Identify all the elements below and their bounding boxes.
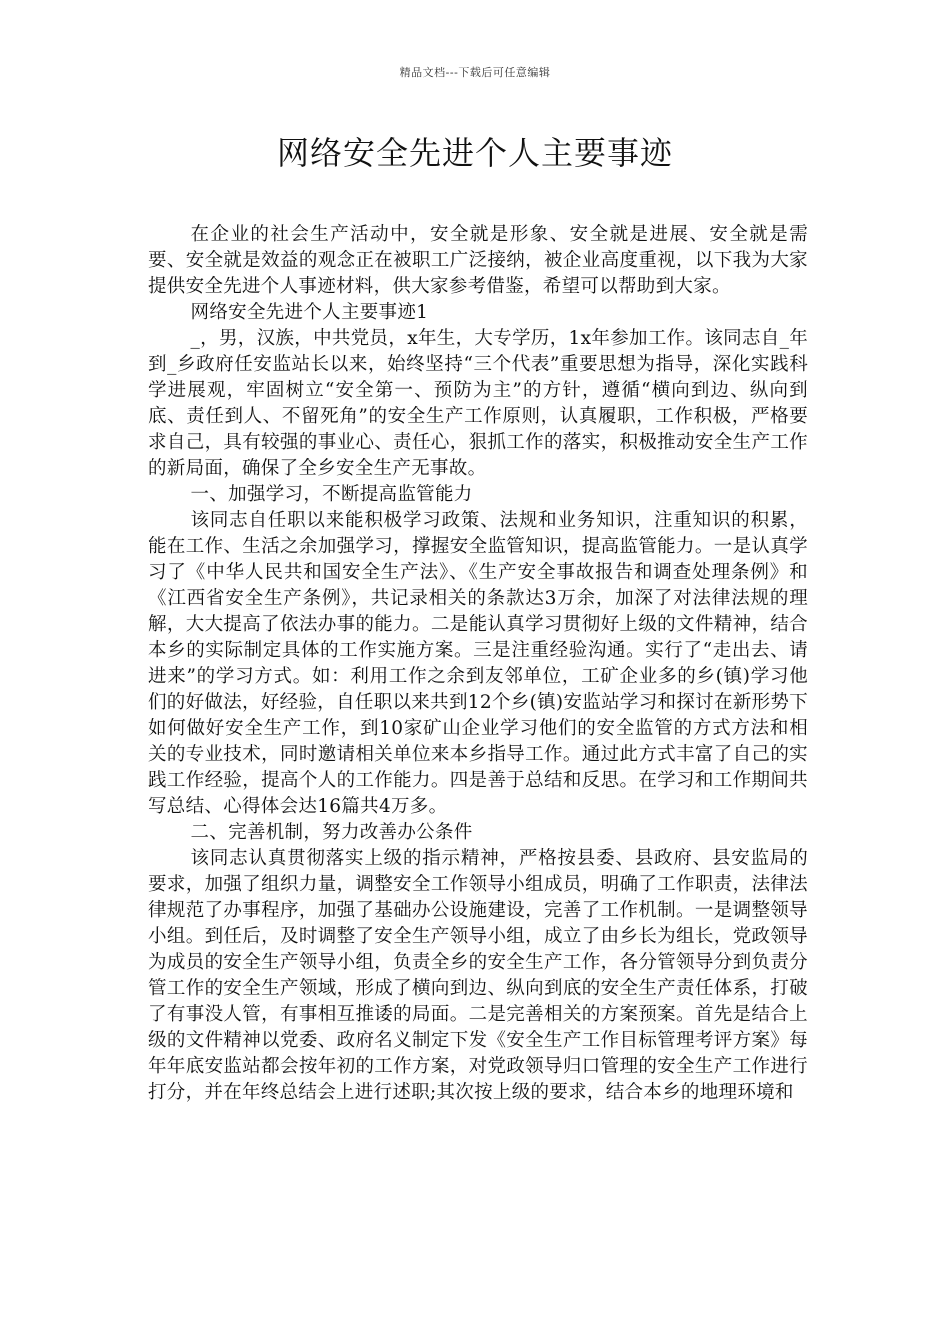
document-title: 网络安全先进个人主要事迹 xyxy=(276,134,673,172)
section-title-1: 网络安全先进个人主要事迹1 xyxy=(190,302,429,323)
document-body xyxy=(148,222,808,1312)
body-paragraph: 该同志自任职以来能积极学习政策、法规和业务知识，注重知识的积累，能在工作、生活之余加强学习，撑握安全监管知识，提高监管能力。一是认真学习了《中华人民共和国安全生产法》、《生产安全事故报告和调查处理条例》和《江西省安全生产条例》，共记录相关的条款达3万余，加深了对法律法规的理解，大大提高了依法办事的能力。二是能认真学习贯彻好上级的文件精神，结合本乡的实际制定具体的工作实施方案。三是注重经验沟通。实行了“走出去、请进来”的学习方式。如：利用工作之余到友邻单位，工矿企业多的乡(镇)学习他们的好做法，好经验，自任职以来共到12个乡(镇)安监站学习和探讨在新形势下如何做好安全生产工作，到10家矿山企业学习他们的安全监管的方式方法和相关的专业技术，同时邀请相关单位来本乡指导工作。通过此方式丰富了自己的实践工作经验，提高个人的工作能力。四是善于总结和反思。在学习和工作期间共写总结、心得体会达16篇共4万多。 xyxy=(148,510,808,817)
section-heading-2: 二、完善机制，努力改善办公条件 xyxy=(190,822,473,843)
page-header-note: 精品文档---下载后可任意编辑 xyxy=(399,66,551,79)
body-paragraph: _，男，汉族，中共党员，x年生，大专学历，1x年参加工作。该同志自_年到_乡政府任安监站长以来，始终坚持“三个代表”重要思想为指导，深化实践科学进展观，牢固树立“安全第一、预防为主”的方针，遵循“横向到边、纵向到底、责任到人、不留死角”的安全生产工作原则，认真履职，工作积极，严格要求自己，具有较强的事业心、责任心，狠抓工作的落实，积极推动安全生产工作的新局面，确保了全乡安全生产无事故。 xyxy=(148,328,808,479)
intro-paragraph: 在企业的社会生产活动中，安全就是形象、安全就是进展、安全就是需要、安全就是效益的观念正在被职工广泛接纳，被企业高度重视，以下我为大家提供安全先进个人事迹材料，供大家参考借鉴，希望可以帮助到大家。 xyxy=(148,224,808,297)
body-paragraph: 该同志认真贯彻落实上级的指示精神，严格按县委、县政府、县安监局的要求，加强了组织力量，调整安全工作领导小组成员，明确了工作职责，法律法律规范了办事程序，加强了基础办公设施建设，完善了工作机制。一是调整领导小组。到任后，及时调整了安全生产领导小组，成立了由乡长为组长，党政领导为成员的安全生产领导小组，负责全乡的安全生产工作，各分管领导分到负责分管工作的安全生产领域，形成了横向到边、纵向到底的安全生产责任体系，打破了有事没人管，有事相互推诿的局面。二是完善相关的方案预案。首先是结合上级的文件精神以党委、政府名义制定下发《安全生产工作目标管理考评方案》每年年底安监站都会按年初的工作方案，对党政领导归口管理的安全生产工作进行打分，并在年终总结会上进行述职;其次按上级的要求，结合本乡的地理环境和 xyxy=(148,848,808,1103)
section-heading-1: 一、加强学习，不断提高监管能力 xyxy=(190,484,473,505)
